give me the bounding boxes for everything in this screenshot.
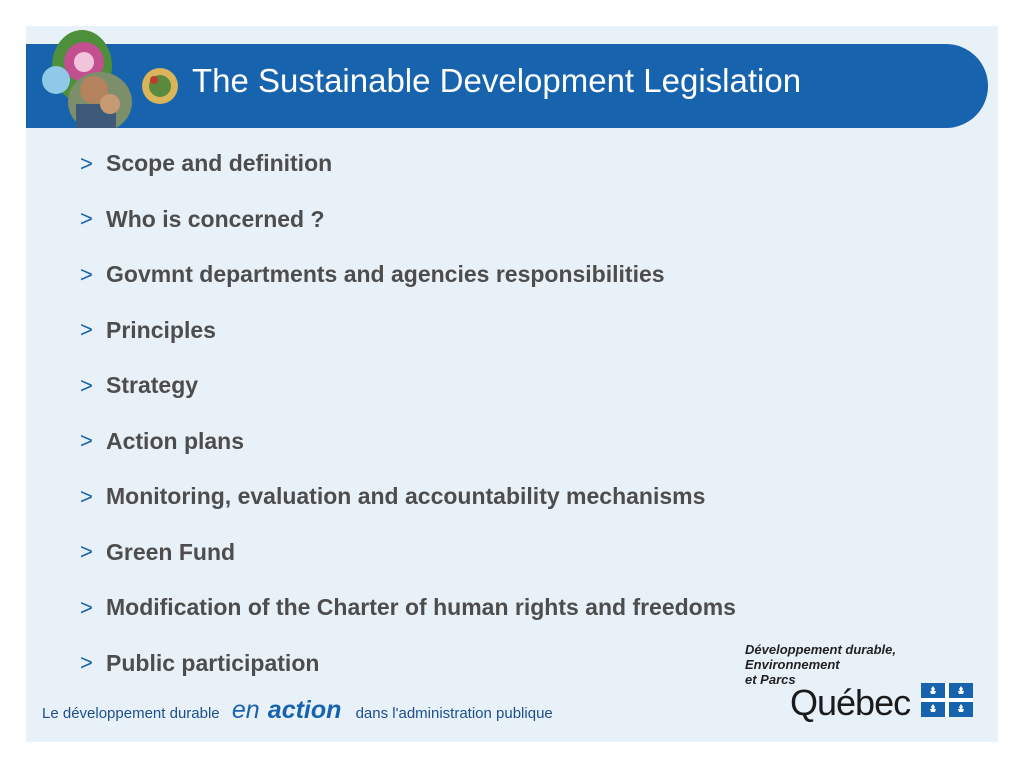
list-item	[80, 525, 736, 581]
list-item	[80, 136, 736, 192]
bullet-text: Public participation	[106, 649, 320, 676]
bullet-text: Who is concerned ?	[106, 205, 325, 232]
bullet-marker: >	[80, 150, 93, 176]
bullet-marker: >	[80, 650, 93, 676]
ministry-line: et Parcs	[745, 672, 796, 687]
footer-tagline	[42, 696, 553, 725]
slide-title: The Sustainable Development Legislation	[192, 62, 802, 99]
bullet-marker: >	[80, 372, 93, 398]
bullet-text: Scope and definition	[106, 150, 333, 177]
list-item	[80, 303, 736, 359]
bullet-marker: >	[80, 206, 93, 232]
tagline-start: Le développement durable	[42, 705, 220, 722]
bullet-marker: >	[80, 261, 93, 287]
list-item	[80, 636, 736, 692]
photo-collage-logo	[36, 28, 196, 128]
ministry-name	[745, 642, 975, 687]
quebec-flag-icon	[921, 683, 973, 717]
bullet-text: Green Fund	[106, 538, 236, 565]
bullet-text: Modification of the Charter of human rights and freedoms	[106, 594, 736, 621]
bullet-list	[80, 136, 736, 691]
list-item	[80, 247, 736, 303]
ministry-line: Environnement	[745, 657, 840, 672]
bullet-marker: >	[80, 539, 93, 565]
quebec-wordmark: Québec	[790, 682, 911, 723]
bullet-marker: >	[80, 594, 93, 620]
ministry-line: Développement durable,	[745, 642, 896, 657]
tagline-end: dans l'administration publique	[355, 705, 553, 722]
list-item	[80, 358, 736, 414]
list-item	[80, 192, 736, 248]
list-item	[80, 469, 736, 525]
bullet-marker: >	[80, 483, 93, 509]
bullet-text: Principles	[106, 316, 216, 343]
tagline-en: en	[231, 696, 260, 724]
bullet-text: Monitoring, evaluation and accountability mechanisms	[106, 483, 706, 510]
list-item	[80, 414, 736, 470]
list-item	[80, 580, 736, 636]
bullet-text: Strategy	[106, 372, 199, 399]
bullet-text: Govmnt departments and agencies responsibilities	[106, 261, 665, 288]
bullet-marker: >	[80, 428, 93, 454]
tagline-action: action	[267, 696, 342, 724]
bullet-text: Action plans	[106, 427, 245, 454]
bullet-marker: >	[80, 317, 93, 343]
